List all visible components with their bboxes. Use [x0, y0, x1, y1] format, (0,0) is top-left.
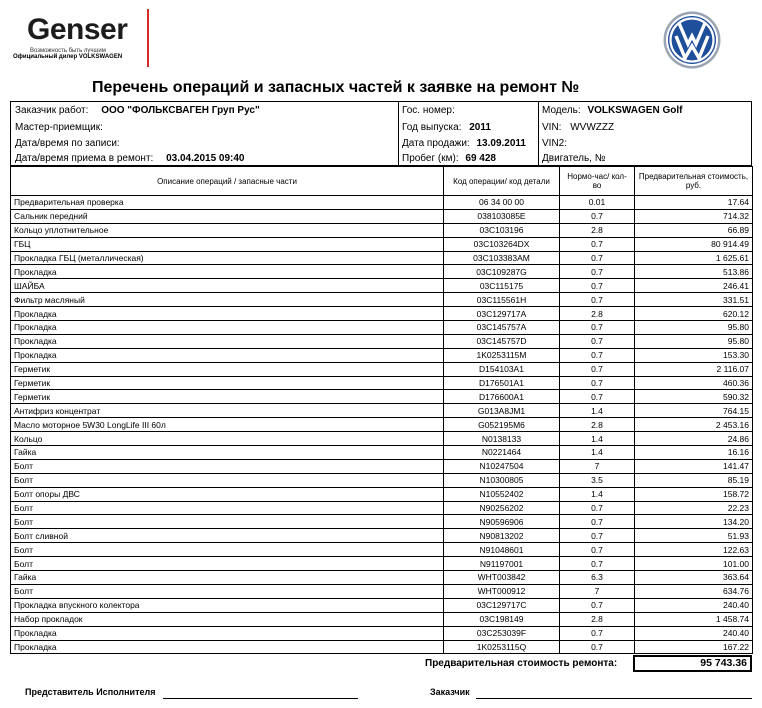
customer-row	[15, 105, 260, 117]
table-row	[11, 473, 753, 487]
customer-signature-label: Заказчик	[430, 687, 470, 697]
customer-label: Заказчик работ:	[15, 105, 89, 116]
table-row	[11, 543, 753, 557]
row-description: Болт сливной	[11, 529, 444, 543]
table-row	[11, 307, 753, 321]
row-cost: 240.40	[635, 598, 753, 612]
row-norm: 0.7	[560, 543, 635, 557]
row-cost: 590.32	[635, 390, 753, 404]
row-norm: 2.8	[560, 223, 635, 237]
row-cost: 764.15	[635, 404, 753, 418]
row-code: N10247504	[444, 459, 560, 473]
row-description: Набор прокладок	[11, 612, 444, 626]
table-row	[11, 334, 753, 348]
table-row	[11, 612, 753, 626]
row-norm: 0.7	[560, 640, 635, 654]
row-cost: 2 453.16	[635, 418, 753, 432]
row-cost: 158.72	[635, 487, 753, 501]
row-norm: 0.7	[560, 362, 635, 376]
row-cost: 134.20	[635, 515, 753, 529]
row-code: 03C129717A	[444, 307, 560, 321]
row-norm: 6.3	[560, 571, 635, 585]
row-code: D176600A1	[444, 390, 560, 404]
brand-dealer: Официальный дилер VOLKSWAGEN	[13, 54, 123, 60]
sale-date-row	[402, 138, 526, 150]
row-cost: 246.41	[635, 279, 753, 293]
row-cost: 153.30	[635, 348, 753, 362]
table-row	[11, 362, 753, 376]
row-norm: 0.7	[560, 209, 635, 223]
table-row	[11, 529, 753, 543]
row-description: Прокладка	[11, 626, 444, 640]
row-norm: 3.5	[560, 473, 635, 487]
row-code: 03C145757A	[444, 321, 560, 335]
executor-signature-label: Представитель Исполнителя	[25, 687, 156, 697]
volkswagen-logo-icon	[662, 10, 722, 70]
plate-label: Гос. номер:	[402, 105, 455, 116]
row-code: N90596906	[444, 515, 560, 529]
row-code: 03C115561H	[444, 293, 560, 307]
row-norm: 1.4	[560, 432, 635, 446]
row-cost: 331.51	[635, 293, 753, 307]
brand-slogan: Возможность быть лучшим	[30, 48, 106, 54]
row-cost: 122.63	[635, 543, 753, 557]
table-row	[11, 404, 753, 418]
info-divider	[398, 102, 399, 165]
row-code: 06 34 00 00	[444, 196, 560, 210]
row-description: Фильтр масляный	[11, 293, 444, 307]
row-description: Болт	[11, 459, 444, 473]
row-description: ГБЦ	[11, 237, 444, 251]
header-norm: Нормо-час/ кол-во	[560, 167, 635, 196]
row-description: Прокладка ГБЦ (металлическая)	[11, 251, 444, 265]
row-code: 03C253039F	[444, 626, 560, 640]
row-description: Кольцо уплотнительное	[11, 223, 444, 237]
row-cost: 634.76	[635, 584, 753, 598]
row-code: 03C145757D	[444, 334, 560, 348]
row-norm: 0.7	[560, 598, 635, 612]
table-row	[11, 321, 753, 335]
row-norm: 0.7	[560, 321, 635, 335]
customer-signature-line	[476, 698, 752, 699]
vin2-label: VIN2:	[542, 138, 568, 149]
info-divider	[538, 102, 539, 165]
row-norm: 0.7	[560, 390, 635, 404]
row-description: Прокладка впускного колектора	[11, 598, 444, 612]
reception-label: Дата/время приема в ремонт:	[15, 153, 154, 164]
table-row	[11, 446, 753, 460]
master-label: Мастер-приемщик:	[15, 122, 103, 133]
row-code: 03C115175	[444, 279, 560, 293]
table-row	[11, 501, 753, 515]
table-row	[11, 196, 753, 210]
table-row	[11, 598, 753, 612]
row-code: D154103A1	[444, 362, 560, 376]
row-code: D176501A1	[444, 376, 560, 390]
row-code: WHT000912	[444, 584, 560, 598]
reception-value: 03.04.2015 09:40	[166, 153, 245, 164]
row-description: Антифриз концентрат	[11, 404, 444, 418]
row-cost: 17.64	[635, 196, 753, 210]
row-norm: 0.7	[560, 251, 635, 265]
brand-name: Genser	[27, 13, 128, 46]
table-row	[11, 251, 753, 265]
row-cost: 460.36	[635, 376, 753, 390]
row-description: Предварительная проверка	[11, 196, 444, 210]
customer-value: ООО "ФОЛЬКСВАГЕН Груп Рус"	[101, 105, 260, 116]
row-code: N0221464	[444, 446, 560, 460]
row-norm: 0.7	[560, 557, 635, 571]
row-norm: 0.7	[560, 626, 635, 640]
row-code: N0138133	[444, 432, 560, 446]
row-description: Прокладка	[11, 334, 444, 348]
row-cost: 620.12	[635, 307, 753, 321]
row-norm: 0.7	[560, 501, 635, 515]
table-row	[11, 237, 753, 251]
row-code: G052195M6	[444, 418, 560, 432]
table-row	[11, 432, 753, 446]
row-code: N10552402	[444, 487, 560, 501]
row-description: Масло моторное 5W30 LongLife III 60л	[11, 418, 444, 432]
appointment-label: Дата/время по записи:	[15, 138, 120, 149]
table-row	[11, 515, 753, 529]
mileage-row	[402, 153, 496, 165]
row-description: Болт	[11, 473, 444, 487]
table-row	[11, 487, 753, 501]
row-code: N90256202	[444, 501, 560, 515]
row-norm: 0.7	[560, 279, 635, 293]
year-value: 2011	[469, 122, 491, 133]
document-title: Перечень операций и запасных частей к заявке на ремонт №	[92, 79, 580, 96]
row-cost: 714.32	[635, 209, 753, 223]
row-code: 1K0253115M	[444, 348, 560, 362]
row-norm: 0.7	[560, 529, 635, 543]
row-cost: 95.80	[635, 321, 753, 335]
table-row	[11, 348, 753, 362]
row-description: Болт	[11, 543, 444, 557]
row-description: Прокладка	[11, 265, 444, 279]
row-norm: 2.8	[560, 612, 635, 626]
row-code: 03C198149	[444, 612, 560, 626]
year-label: Год выпуска:	[402, 122, 462, 133]
genser-logo	[13, 13, 128, 60]
row-cost: 167.22	[635, 640, 753, 654]
total-value: 95 743.36	[633, 655, 752, 672]
row-code: G013A8JM1	[444, 404, 560, 418]
row-norm: 0.7	[560, 515, 635, 529]
row-code: WHT003842	[444, 571, 560, 585]
table-row	[11, 459, 753, 473]
executor-signature-line	[163, 698, 358, 699]
row-description: Болт	[11, 515, 444, 529]
order-info-block	[10, 101, 752, 166]
row-description: Герметик	[11, 390, 444, 404]
row-code: 03C103264DX	[444, 237, 560, 251]
row-cost: 513.86	[635, 265, 753, 279]
row-description: Прокладка	[11, 307, 444, 321]
row-cost: 2 116.07	[635, 362, 753, 376]
row-norm: 2.8	[560, 418, 635, 432]
parts-table-body	[11, 196, 753, 654]
table-row	[11, 293, 753, 307]
row-description: Гайка	[11, 446, 444, 460]
table-row	[11, 279, 753, 293]
row-description: Герметик	[11, 362, 444, 376]
row-cost: 51.93	[635, 529, 753, 543]
row-cost: 22.23	[635, 501, 753, 515]
header-description: Описание операций / запасные части	[11, 167, 444, 196]
header-cost: Предварительная стоимость, руб.	[635, 167, 753, 196]
row-description: Гайка	[11, 571, 444, 585]
row-cost: 16.16	[635, 446, 753, 460]
row-norm: 1.4	[560, 446, 635, 460]
table-row	[11, 626, 753, 640]
row-description: Болт опоры ДВС	[11, 487, 444, 501]
year-row	[402, 122, 491, 134]
row-norm: 7	[560, 584, 635, 598]
header-code: Код операции/ код детали	[444, 167, 560, 196]
row-description: Прокладка	[11, 321, 444, 335]
mileage-value: 69 428	[465, 153, 496, 164]
table-row	[11, 209, 753, 223]
row-description: Болт	[11, 557, 444, 571]
table-row	[11, 418, 753, 432]
table-row	[11, 390, 753, 404]
vin-value: WVWZZZ	[570, 122, 615, 133]
row-cost: 1 625.61	[635, 251, 753, 265]
row-code: 03C109287G	[444, 265, 560, 279]
row-norm: 1.4	[560, 404, 635, 418]
row-code: 03C129717C	[444, 598, 560, 612]
table-row	[11, 571, 753, 585]
row-code: N91048601	[444, 543, 560, 557]
row-norm: 0.7	[560, 293, 635, 307]
row-cost: 24.86	[635, 432, 753, 446]
table-row	[11, 557, 753, 571]
row-code: N91197001	[444, 557, 560, 571]
row-cost: 363.64	[635, 571, 753, 585]
reception-row	[15, 153, 244, 165]
row-description: ШАЙБА	[11, 279, 444, 293]
row-description: Герметик	[11, 376, 444, 390]
table-row	[11, 376, 753, 390]
sale-date-value: 13.09.2011	[476, 138, 526, 149]
table-header-row	[11, 167, 753, 196]
mileage-label: Пробег (км):	[402, 153, 459, 164]
table-row	[11, 265, 753, 279]
row-cost: 95.80	[635, 334, 753, 348]
row-cost: 66.89	[635, 223, 753, 237]
row-code: N10300805	[444, 473, 560, 487]
row-code: 03C103196	[444, 223, 560, 237]
row-cost: 1 458.74	[635, 612, 753, 626]
total-label: Предварительная стоимость ремонта:	[425, 658, 618, 669]
row-norm: 0.7	[560, 265, 635, 279]
model-row	[542, 105, 682, 117]
row-description: Кольцо	[11, 432, 444, 446]
row-norm: 0.7	[560, 237, 635, 251]
row-norm: 0.7	[560, 348, 635, 362]
table-row	[11, 584, 753, 598]
row-description: Прокладка	[11, 348, 444, 362]
row-cost: 101.00	[635, 557, 753, 571]
vin-row	[542, 122, 614, 134]
row-description: Болт	[11, 584, 444, 598]
vin-label: VIN:	[542, 122, 562, 133]
row-norm: 1.4	[560, 487, 635, 501]
row-norm: 7	[560, 459, 635, 473]
row-norm: 0.7	[560, 376, 635, 390]
row-code: 038103085E	[444, 209, 560, 223]
table-row	[11, 640, 753, 654]
row-cost: 141.47	[635, 459, 753, 473]
engine-label: Двигатель, №	[542, 153, 606, 164]
sale-date-label: Дата продажи:	[402, 138, 470, 149]
parts-table	[10, 166, 753, 654]
brand-divider	[147, 9, 149, 67]
row-code: N90813202	[444, 529, 560, 543]
table-row	[11, 223, 753, 237]
row-cost: 85.19	[635, 473, 753, 487]
row-description: Сальник передний	[11, 209, 444, 223]
model-label: Модель:	[542, 105, 581, 116]
row-norm: 0.7	[560, 334, 635, 348]
row-code: 1K0253115Q	[444, 640, 560, 654]
row-norm: 2.8	[560, 307, 635, 321]
row-code: 03C103383AM	[444, 251, 560, 265]
row-cost: 80 914.49	[635, 237, 753, 251]
model-value: VOLKSWAGEN Golf	[587, 105, 683, 116]
row-description: Прокладка	[11, 640, 444, 654]
row-description: Болт	[11, 501, 444, 515]
row-norm: 0.01	[560, 196, 635, 210]
row-cost: 240.40	[635, 626, 753, 640]
